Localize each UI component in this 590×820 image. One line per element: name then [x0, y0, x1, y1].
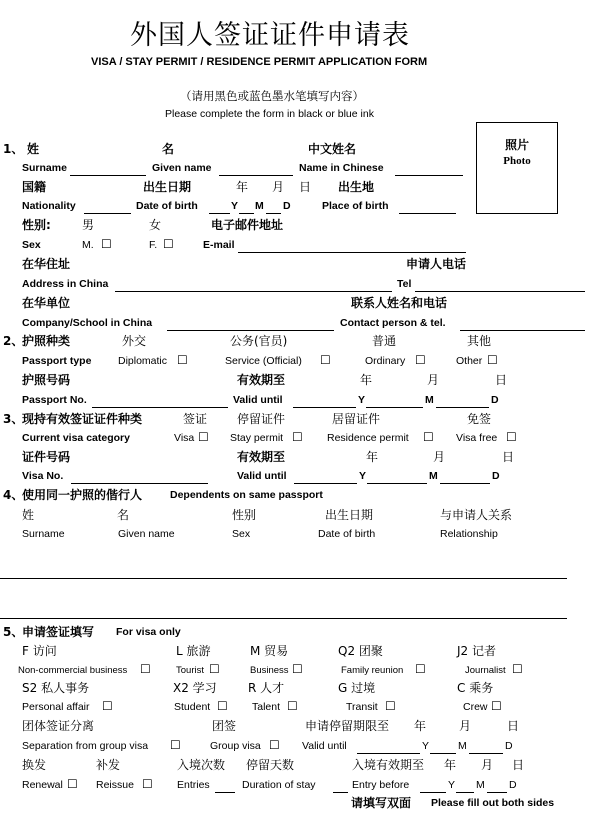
- tel-label-cn: 申请人电话: [406, 257, 467, 271]
- surname-label: Surname: [22, 162, 67, 174]
- dob-month-cn: 月: [272, 180, 285, 194]
- visa-type-c-label: Crew: [463, 701, 488, 713]
- male-checkbox[interactable]: ☐: [101, 237, 112, 251]
- nationality-label: Nationality: [22, 200, 76, 212]
- company-label: Company/School in China: [22, 317, 153, 329]
- email-field[interactable]: [238, 252, 466, 253]
- dependents-col-surname-cn: 姓: [22, 508, 35, 522]
- visa-type-s2-checkbox[interactable]: ☐: [102, 699, 113, 713]
- female-label-cn: 女: [149, 218, 162, 232]
- section-2-number: 2、: [3, 334, 24, 348]
- visa-type-r-label: Talent: [252, 701, 281, 713]
- given-name-label-cn: 名: [162, 142, 175, 156]
- visa-m: M: [429, 470, 438, 482]
- passport-valid-label: Valid until: [233, 394, 283, 406]
- dependents-row-2-line[interactable]: [0, 618, 567, 619]
- visa-type-s2-cn: S2 私人事务: [22, 681, 90, 695]
- dependents-title: Dependents on same passport: [170, 489, 323, 501]
- service-label: Service (Official): [225, 355, 302, 367]
- company-field[interactable]: [167, 330, 334, 331]
- dependents-col-sex-cn: 性别: [232, 508, 257, 522]
- passport-type-label: Passport type: [22, 355, 92, 367]
- email-label-cn: 电子邮件地址: [211, 218, 284, 232]
- entry-before-label: Entry before: [352, 779, 410, 791]
- visa-free-label: Visa free: [456, 432, 498, 444]
- passport-m: M: [425, 394, 434, 406]
- visa-checkbox[interactable]: ☐: [198, 430, 209, 444]
- contact-label-cn: 联系人姓名和电话: [351, 296, 448, 310]
- visa-type-j2-cn: J2 记者: [457, 644, 496, 658]
- visa-type-m-checkbox[interactable]: ☐: [292, 662, 303, 676]
- visa-type-x2-cn: X2 学习: [173, 681, 217, 695]
- entry-before-year-field[interactable]: [420, 792, 446, 793]
- visa-free-label-cn: 免签: [467, 412, 492, 426]
- diplomatic-label: Diplomatic: [118, 355, 168, 367]
- visa-d: D: [492, 470, 500, 482]
- group-separation-cn: 团体签证分离: [22, 719, 95, 733]
- visa-type-q2-cn: Q2 团聚: [338, 644, 383, 658]
- stay-limit-m: M: [458, 740, 467, 752]
- visa-type-c-cn: C 乘务: [457, 681, 494, 695]
- entries-label: Entries: [177, 779, 210, 791]
- visa-day-cn: 日: [502, 450, 515, 464]
- dependents-row-1-line[interactable]: [0, 578, 567, 579]
- email-label: E-mail: [203, 239, 235, 251]
- dependents-col-relationship-cn: 与申请人关系: [440, 508, 513, 522]
- ordinary-label-cn: 普通: [372, 334, 397, 348]
- stay-limit-month-field[interactable]: [430, 753, 456, 754]
- given-name-label: Given name: [152, 162, 212, 174]
- renewal-label: Renewal: [22, 779, 63, 791]
- entry-before-m: M: [476, 779, 485, 791]
- dependents-col-dob-cn: 出生日期: [325, 508, 374, 522]
- group-visa-cn: 团签: [212, 719, 237, 733]
- residence-permit-label-cn: 居留证件: [332, 412, 381, 426]
- reissue-cn: 补发: [96, 758, 121, 772]
- passport-type-label-cn: 护照种类: [22, 334, 71, 348]
- visa-type-l-label: Tourist: [176, 665, 204, 676]
- form-title-english: VISA / STAY PERMIT / RESIDENCE PERMIT APPLICATION FORM: [91, 56, 428, 68]
- stay-permit-label-cn: 停留证件: [237, 412, 286, 426]
- visa-type-x2-checkbox[interactable]: ☐: [217, 699, 228, 713]
- visa-type-s2-label: Personal affair: [22, 701, 90, 713]
- entry-before-cn: 入境有效期至: [352, 758, 425, 772]
- visa-type-j2-label: Journalist: [465, 665, 506, 676]
- stay-limit-d: D: [505, 740, 513, 752]
- entry-before-month-cn: 月: [481, 758, 494, 772]
- visa-y: Y: [359, 470, 367, 482]
- reissue-label: Reissue: [96, 779, 134, 791]
- given-name-field[interactable]: [219, 175, 293, 176]
- ordinary-label: Ordinary: [365, 355, 406, 367]
- service-checkbox[interactable]: ☐: [320, 353, 331, 367]
- visa-type-f-cn: F 访问: [22, 644, 57, 658]
- passport-valid-year-field[interactable]: [293, 407, 356, 408]
- dob-label: Date of birth: [136, 200, 198, 212]
- sex-label: Sex: [22, 239, 41, 251]
- visa-valid-year-field[interactable]: [294, 483, 357, 484]
- pob-field[interactable]: [399, 213, 456, 214]
- stay-limit-y: Y: [422, 740, 430, 752]
- chinese-name-field[interactable]: [395, 175, 463, 176]
- footer-note-cn: 请填写双面: [351, 796, 412, 810]
- dob-day-field[interactable]: [266, 213, 281, 214]
- other-checkbox[interactable]: ☐: [487, 353, 498, 367]
- passport-no-label: Passport No.: [22, 394, 87, 406]
- dob-day-cn: 日: [299, 180, 312, 194]
- reissue-checkbox[interactable]: ☐: [142, 777, 153, 791]
- stay-limit-day-field[interactable]: [469, 753, 503, 754]
- visa-valid-label-cn: 有效期至: [237, 450, 286, 464]
- visa-type-m-cn: M 贸易: [250, 644, 289, 658]
- chinese-name-label-cn: 中文姓名: [308, 142, 357, 156]
- ink-note-english: Please complete the form in black or blue ink: [165, 108, 374, 120]
- visa-free-checkbox[interactable]: ☐: [506, 430, 517, 444]
- surname-field[interactable]: [70, 175, 146, 176]
- female-label: F.: [149, 239, 158, 251]
- visa-type-l-checkbox[interactable]: ☐: [209, 662, 220, 676]
- dependents-col-surname: Surname: [22, 528, 65, 540]
- entries-field[interactable]: [215, 792, 235, 793]
- visa-type-g-checkbox[interactable]: ☐: [385, 699, 396, 713]
- group-separation-label: Separation from group visa: [22, 740, 149, 752]
- visa-no-label-cn: 证件号码: [22, 450, 71, 464]
- dob-year-field[interactable]: [209, 213, 230, 214]
- group-visa-label: Group visa: [210, 740, 261, 752]
- dob-year-cn: 年: [236, 180, 249, 194]
- female-checkbox[interactable]: ☐: [163, 237, 174, 251]
- other-label-cn: 其他: [467, 334, 492, 348]
- diplomatic-label-cn: 外交: [122, 334, 147, 348]
- entry-before-y: Y: [448, 779, 456, 791]
- visa-type-g-cn: G 过境: [338, 681, 376, 695]
- duration-field[interactable]: [333, 792, 348, 793]
- footer-note: Please fill out both sides: [431, 797, 555, 809]
- visa-type-q2-label: Family reunion: [341, 665, 404, 676]
- renewal-checkbox[interactable]: ☐: [67, 777, 78, 791]
- photo-label-chinese: 照片: [504, 138, 529, 152]
- service-label-cn: 公务(官员): [230, 334, 288, 348]
- visa-type-l-cn: L 旅游: [176, 644, 211, 658]
- dob-y: Y: [231, 200, 239, 212]
- passport-day-cn: 日: [495, 373, 508, 387]
- visa-year-cn: 年: [366, 450, 379, 464]
- visa-type-f-checkbox[interactable]: ☐: [140, 662, 151, 676]
- visa-valid-label: Valid until: [237, 470, 287, 482]
- chinese-name-label: Name in Chinese: [299, 162, 384, 174]
- visa-type-m-label: Business: [250, 665, 289, 676]
- pob-label: Place of birth: [322, 200, 389, 212]
- passport-valid-label-cn: 有效期至: [237, 373, 286, 387]
- address-field[interactable]: [115, 291, 392, 292]
- photo-box[interactable]: [476, 122, 558, 214]
- diplomatic-checkbox[interactable]: ☐: [177, 353, 188, 367]
- dependents-col-sex: Sex: [232, 528, 251, 540]
- visa-no-label: Visa No.: [22, 470, 64, 482]
- entry-before-day-field[interactable]: [487, 792, 507, 793]
- passport-y: Y: [358, 394, 366, 406]
- dependents-col-relationship: Relationship: [440, 528, 498, 540]
- entry-before-day-cn: 日: [512, 758, 525, 772]
- visa-type-x2-label: Student: [174, 701, 211, 713]
- stay-permit-label: Stay permit: [230, 432, 284, 444]
- group-separation-checkbox[interactable]: ☐: [170, 738, 181, 752]
- surname-label-cn: 姓: [27, 142, 40, 156]
- stay-limit-label: Valid until: [302, 740, 347, 752]
- passport-month-cn: 月: [427, 373, 440, 387]
- dependents-col-given-cn: 名: [117, 508, 130, 522]
- section-1-number: 1、: [3, 142, 24, 156]
- dob-month-field[interactable]: [239, 213, 254, 214]
- passport-valid-day-field[interactable]: [436, 407, 489, 408]
- visa-category-label-cn: 现持有效签证证件种类: [22, 412, 143, 426]
- visa-only-title-cn: 申请签证填写: [22, 625, 95, 639]
- duration-label: Duration of stay: [242, 779, 316, 791]
- visa-only-title: For visa only: [116, 626, 181, 638]
- section-3-number: 3、: [3, 412, 24, 426]
- ordinary-checkbox[interactable]: ☐: [415, 353, 426, 367]
- group-visa-checkbox[interactable]: ☐: [269, 738, 280, 752]
- contact-label: Contact person & tel.: [340, 317, 446, 329]
- passport-valid-month-field[interactable]: [366, 407, 423, 408]
- entry-before-year-cn: 年: [444, 758, 457, 772]
- visa-month-cn: 月: [433, 450, 446, 464]
- stay-limit-day-cn: 日: [507, 719, 520, 733]
- dependents-col-given: Given name: [118, 528, 175, 540]
- pob-label-cn: 出生地: [338, 180, 375, 194]
- passport-d: D: [491, 394, 499, 406]
- visa-type-j2-checkbox[interactable]: ☐: [512, 662, 523, 676]
- passport-year-cn: 年: [360, 373, 373, 387]
- passport-no-field[interactable]: [92, 407, 228, 408]
- stay-limit-month-cn: 月: [459, 719, 472, 733]
- residence-permit-label: Residence permit: [327, 432, 409, 444]
- renewal-cn: 换发: [22, 758, 47, 772]
- ink-note-chinese: （请用黑色或蓝色墨水笔填写内容）: [180, 89, 364, 103]
- nationality-label-cn: 国籍: [22, 180, 47, 194]
- address-label: Address in China: [22, 278, 109, 290]
- tel-label: Tel: [397, 278, 412, 290]
- visa-no-field[interactable]: [71, 483, 208, 484]
- dob-label-cn: 出生日期: [143, 180, 192, 194]
- visa-type-g-label: Transit: [346, 701, 378, 713]
- visa-category-label: Current visa category: [22, 432, 130, 444]
- dob-m: M: [255, 200, 264, 212]
- section-5-number: 5、: [3, 625, 24, 639]
- visa-valid-month-field[interactable]: [367, 483, 427, 484]
- visa-type-c-checkbox[interactable]: ☐: [491, 699, 502, 713]
- visa-type-r-cn: R 人才: [248, 681, 285, 695]
- company-label-cn: 在华单位: [22, 296, 71, 310]
- residence-permit-checkbox[interactable]: ☐: [423, 430, 434, 444]
- male-label-cn: 男: [82, 218, 95, 232]
- stay-permit-checkbox[interactable]: ☐: [292, 430, 303, 444]
- stay-limit-year-field[interactable]: [357, 753, 420, 754]
- entry-before-d: D: [509, 779, 517, 791]
- male-label: M.: [82, 239, 94, 251]
- visa-valid-day-field[interactable]: [440, 483, 490, 484]
- entry-before-month-field[interactable]: [456, 792, 474, 793]
- other-label: Other: [456, 355, 483, 367]
- address-label-cn: 在华住址: [22, 257, 71, 271]
- visa-type-f-label: Non-commercial business: [18, 665, 128, 676]
- photo-label-english: Photo: [503, 155, 531, 167]
- contact-field[interactable]: [460, 330, 585, 331]
- visa-label: Visa: [174, 432, 195, 444]
- visa-type-q2-checkbox[interactable]: ☐: [415, 662, 426, 676]
- dob-d: D: [283, 200, 291, 212]
- stay-limit-year-cn: 年: [414, 719, 427, 733]
- section-4-number: 4、: [3, 488, 24, 502]
- duration-cn: 停留天数: [246, 758, 295, 772]
- entries-cn: 入境次数: [177, 758, 226, 772]
- nationality-field[interactable]: [84, 213, 131, 214]
- sex-label-cn: 性别:: [22, 218, 51, 232]
- passport-no-label-cn: 护照号码: [22, 373, 71, 387]
- form-title-chinese: 外国人签证证件申请表: [130, 20, 410, 51]
- visa-label-cn: 签证: [183, 412, 208, 426]
- dependents-col-dob: Date of birth: [318, 528, 376, 540]
- visa-type-r-checkbox[interactable]: ☐: [287, 699, 298, 713]
- stay-limit-label-cn: 申请停留期限至: [305, 719, 390, 733]
- dependents-title-cn: 使用同一护照的偕行人: [22, 488, 143, 502]
- tel-field[interactable]: [415, 291, 585, 292]
